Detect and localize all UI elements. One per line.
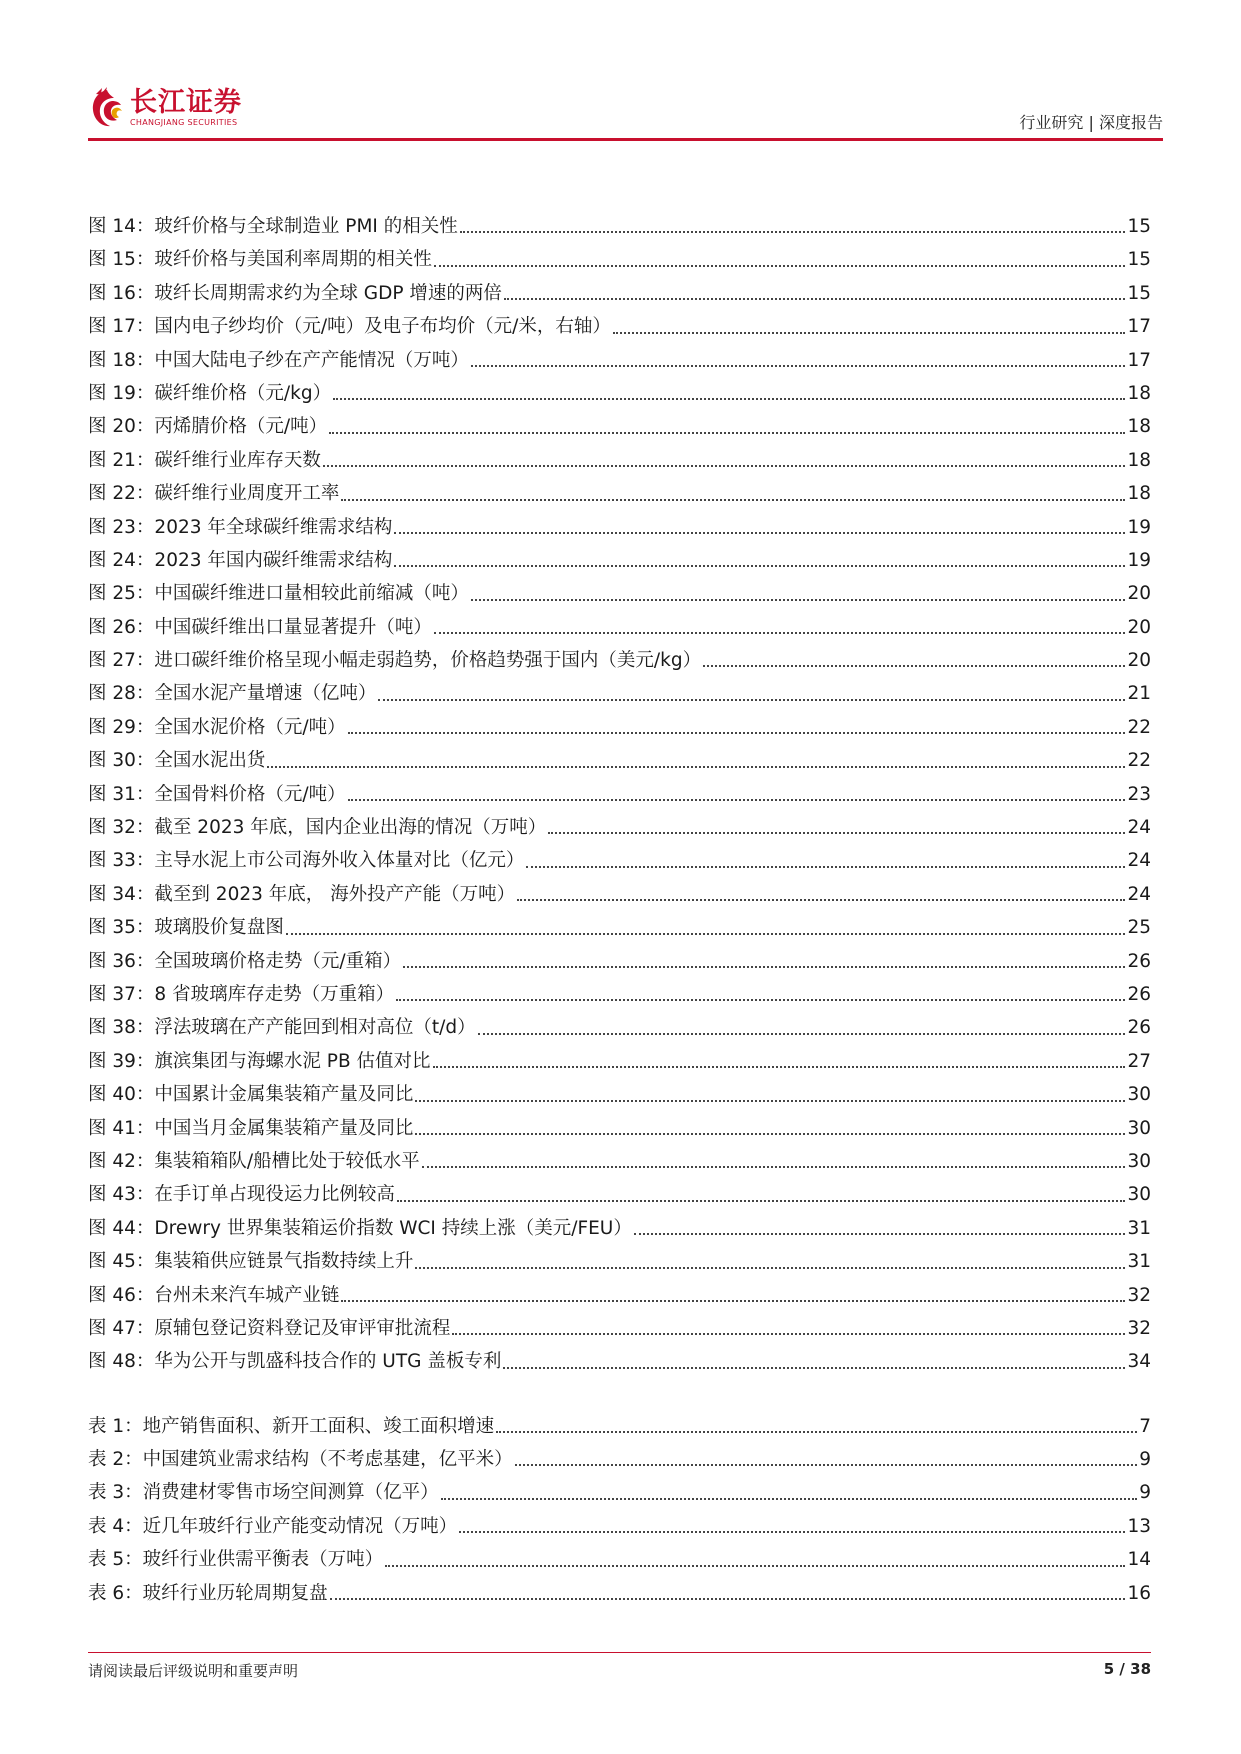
toc-entry-page: 9: [1139, 1482, 1151, 1504]
footer-disclaimer: 请阅读最后评级说明和重要声明: [88, 1662, 299, 1680]
toc-entry-page: 25: [1127, 917, 1151, 939]
dot-leader: [703, 664, 1125, 667]
toc-entry-prefix: 图 45：: [88, 1251, 155, 1273]
toc-entry[interactable]: [88, 1312, 1151, 1345]
dot-leader: [526, 865, 1125, 868]
toc-entry-title: 集装箱供应链景气指数持续上升: [154, 1251, 414, 1273]
toc-entry-page: 32: [1127, 1317, 1151, 1339]
dot-leader: [330, 1597, 1126, 1600]
toc-entry-title: 玻纤行业历轮周期复盘: [142, 1582, 328, 1604]
toc-entry-prefix: 图 24：: [88, 549, 155, 571]
logo-chinese-name: 长江证券: [130, 87, 242, 118]
toc-entry-page: 30: [1127, 1150, 1151, 1172]
toc-entry[interactable]: [88, 1011, 1151, 1044]
toc-entry-title: 玻纤长周期需求约为全球 GDP 增速的两倍: [154, 282, 502, 304]
toc-entry-page: 22: [1127, 716, 1151, 738]
report-category: 行业研究 | 深度报告: [1019, 113, 1163, 132]
toc-entry[interactable]: [88, 310, 1151, 343]
toc-entry-prefix: 图 41：: [88, 1117, 155, 1139]
toc-entry-prefix: 表 3：: [88, 1482, 143, 1504]
toc-entry-page: 30: [1127, 1184, 1151, 1206]
toc-entry-title: 中国碳纤维出口量显著提升（吨）: [154, 616, 432, 638]
toc-entry-page: 22: [1127, 750, 1151, 772]
toc-entry-title: 台州未来汽车城产业链: [154, 1284, 340, 1306]
toc-entry-title: 2023 年全球碳纤维需求结构: [154, 516, 393, 538]
toc-entry-title: 地产销售面积、新开工面积、竣工面积增速: [142, 1415, 495, 1437]
toc-entry-title: 碳纤维行业库存天数: [154, 449, 321, 471]
toc-entry-prefix: 图 15：: [88, 249, 155, 271]
toc-entry[interactable]: [88, 744, 1151, 777]
toc-entry-page: 15: [1127, 216, 1151, 237]
toc-entry[interactable]: [88, 210, 1151, 243]
dot-leader: [613, 331, 1126, 334]
toc-entry[interactable]: [88, 1410, 1151, 1443]
toc-entry-prefix: 图 46：: [88, 1284, 155, 1306]
toc-entry-prefix: 图 48：: [88, 1351, 155, 1373]
toc-entry[interactable]: [88, 1212, 1151, 1245]
toc-entry-prefix: 图 21：: [88, 449, 155, 471]
dot-leader: [422, 1165, 1126, 1168]
toc-entry-prefix: 图 30：: [88, 750, 155, 772]
toc-entry[interactable]: [88, 377, 1151, 410]
toc-entry-title: 全国玻璃价格走势（元/重箱）: [154, 950, 402, 972]
dot-leader: [503, 1366, 1125, 1369]
toc-entry-title: 旗滨集团与海螺水泥 PB 估值对比: [154, 1050, 431, 1072]
toc-entry-title: 进口碳纤维价格呈现小幅走弱趋势，价格趋势强于国内（美元/kg）: [154, 650, 702, 672]
toc-entry-prefix: 图 27：: [88, 650, 155, 672]
toc-entry-prefix: 图 36：: [88, 950, 155, 972]
toc-entry-page: 15: [1127, 282, 1151, 304]
toc-entry[interactable]: [88, 1145, 1151, 1178]
toc-entry-page: 31: [1127, 1217, 1151, 1239]
toc-entry[interactable]: [88, 878, 1151, 911]
dot-leader: [460, 230, 1126, 233]
toc-entry-title: 中国当月金属集装箱产量及同比: [154, 1117, 414, 1139]
toc-entry[interactable]: [88, 611, 1151, 644]
toc-entry-page: 24: [1127, 850, 1151, 872]
toc-entry-page: 19: [1127, 549, 1151, 571]
toc-entry-title: 全国水泥产量增速（亿吨）: [154, 683, 377, 705]
toc-entry-title: 中国大陆电子纱在产产能情况（万吨）: [154, 349, 469, 371]
toc-entry-prefix: 图 42：: [88, 1150, 155, 1172]
toc-entry[interactable]: [88, 677, 1151, 710]
toc-entry-page: 18: [1127, 416, 1151, 438]
toc-entry[interactable]: [88, 1577, 1151, 1610]
toc-entry-page: 23: [1127, 783, 1151, 805]
toc-entry-title: 丙烯腈价格（元/吨）: [154, 416, 328, 438]
toc-entry-page: 24: [1127, 883, 1151, 905]
toc-entry[interactable]: [88, 1112, 1151, 1145]
toc-entry-prefix: 图 18：: [88, 349, 155, 371]
toc-entry-title: 近几年玻纤行业产能变动情况（万吨）: [142, 1515, 458, 1537]
dot-leader: [452, 1332, 1125, 1335]
toc-entry-prefix: 表 5：: [88, 1549, 143, 1571]
toc-entry-title: 玻纤行业供需平衡表（万吨）: [142, 1549, 384, 1571]
toc-entry-prefix: 图 32：: [88, 817, 155, 839]
toc-entry-title: 全国骨料价格（元/吨）: [154, 783, 346, 805]
dot-leader: [459, 1530, 1125, 1533]
toc-entry[interactable]: [88, 644, 1151, 677]
dot-leader: [341, 1299, 1125, 1302]
dot-leader: [434, 631, 1126, 634]
toc-entry-page: 32: [1127, 1284, 1151, 1306]
toc-entry-prefix: 图 29：: [88, 716, 155, 738]
dot-leader: [397, 1199, 1126, 1202]
dot-leader: [517, 898, 1125, 901]
toc-entry[interactable]: [88, 945, 1151, 978]
toc-entry[interactable]: [88, 577, 1151, 610]
company-logo: [88, 86, 242, 130]
dot-leader: [403, 965, 1125, 968]
toc-entry[interactable]: [88, 711, 1151, 744]
toc-entry-prefix: 图 43：: [88, 1184, 155, 1206]
toc-entry-title: 中国碳纤维进口量相较此前缩减（吨）: [154, 583, 469, 605]
toc-entry[interactable]: [88, 1078, 1151, 1111]
dot-leader: [415, 1266, 1125, 1269]
toc-entry[interactable]: [88, 1543, 1151, 1576]
toc-entry-page: 20: [1127, 650, 1151, 672]
toc-entry[interactable]: [88, 811, 1151, 844]
toc-entry-page: 20: [1127, 616, 1151, 638]
dot-leader: [323, 464, 1126, 467]
toc-entry-title: 玻纤价格与全球制造业 PMI 的相关性: [154, 216, 458, 237]
toc-entry-title: 碳纤维行业周度开工率: [154, 483, 340, 505]
toc-entry-title: 全国水泥价格（元/吨）: [154, 716, 346, 738]
toc-entry-page: 30: [1127, 1084, 1151, 1106]
dot-leader: [394, 564, 1125, 567]
toc-entry-prefix: 图 40：: [88, 1084, 155, 1106]
toc-entry-prefix: 图 28：: [88, 683, 155, 705]
logo-english-name: CHANGJIANG SECURITIES: [130, 118, 238, 127]
toc-entry-prefix: 表 6：: [88, 1582, 143, 1604]
toc-entry-title: 浮法玻璃在产产能回到相对高位（t/d）: [154, 1017, 476, 1039]
figure-list: [88, 210, 1151, 1379]
toc-entry-title: 消费建材零售市场空间测算（亿平）: [142, 1482, 439, 1504]
toc-entry[interactable]: [88, 1245, 1151, 1278]
toc-entry-page: 18: [1127, 449, 1151, 471]
toc-entry[interactable]: [88, 477, 1151, 510]
dot-leader: [267, 765, 1125, 768]
toc-entry-prefix: 表 1：: [88, 1415, 143, 1437]
dot-leader: [496, 1430, 1137, 1433]
dot-leader: [341, 498, 1125, 501]
dot-leader: [433, 1065, 1126, 1068]
toc-entry-title: Drewry 世界集装箱运价指数 WCI 持续上涨（美元/FEU）: [154, 1217, 632, 1239]
toc-entry-title: 截至到 2023 年底， 海外投产产能（万吨）: [154, 883, 516, 905]
toc-entry[interactable]: [88, 1510, 1151, 1543]
dot-leader: [286, 932, 1126, 935]
toc-entry-title: 截至 2023 年底，国内企业出海的情况（万吨）: [154, 817, 547, 839]
table-list: [88, 1410, 1151, 1610]
toc-entry[interactable]: [88, 911, 1151, 944]
toc-entry-prefix: 图 35：: [88, 917, 155, 939]
toc-entry-page: 17: [1127, 316, 1151, 338]
dot-leader: [471, 364, 1126, 367]
page-number: 5 / 38: [1103, 1660, 1151, 1678]
toc-entry-title: 8 省玻璃库存走势（万重箱）: [154, 983, 395, 1005]
toc-entry[interactable]: [88, 844, 1151, 877]
toc-entry[interactable]: [88, 778, 1151, 811]
dot-leader: [471, 598, 1126, 601]
dot-leader: [504, 297, 1126, 300]
toc-entry-prefix: 图 23：: [88, 516, 155, 538]
list-spacer: [88, 1379, 1151, 1410]
toc-entry[interactable]: [88, 1476, 1151, 1509]
toc-entry-prefix: 图 17：: [88, 316, 155, 338]
dot-leader: [348, 731, 1126, 734]
toc-entry[interactable]: [88, 511, 1151, 544]
toc-entry-page: 19: [1127, 516, 1151, 538]
toc-entry-prefix: 图 26：: [88, 616, 155, 638]
footer-divider: [88, 1652, 1151, 1653]
toc-entry-page: 16: [1127, 1582, 1151, 1604]
toc-entry-page: 15: [1127, 249, 1151, 271]
toc-entry-title: 中国建筑业需求结构（不考虑基建，亿平米）: [142, 1449, 513, 1471]
page-header: [88, 82, 1163, 142]
toc-entry[interactable]: [88, 1045, 1151, 1078]
toc-entry-prefix: 图 47：: [88, 1317, 155, 1339]
toc-entry-page: 26: [1127, 950, 1151, 972]
toc-entry[interactable]: [88, 1345, 1151, 1378]
toc-entry-title: 玻纤价格与美国利率周期的相关性: [154, 249, 432, 271]
toc-entry-page: 27: [1127, 1050, 1151, 1072]
toc-entry-prefix: 图 20：: [88, 416, 155, 438]
dot-leader: [396, 998, 1125, 1001]
toc-entry-prefix: 图 39：: [88, 1050, 155, 1072]
toc-entry-page: 7: [1139, 1415, 1151, 1437]
toc-entry-prefix: 图 31：: [88, 783, 155, 805]
toc-entry-title: 玻璃股价复盘图: [154, 917, 284, 939]
toc-entry[interactable]: [88, 344, 1151, 377]
toc-entry-title: 华为公开与凯盛科技合作的 UTG 盖板专利: [154, 1351, 502, 1373]
toc-entry-prefix: 图 33：: [88, 850, 155, 872]
toc-entry-page: 17: [1127, 349, 1151, 371]
header-divider: [88, 138, 1163, 141]
toc-entry-prefix: 图 44：: [88, 1217, 155, 1239]
toc-entry-page: 21: [1127, 683, 1151, 705]
toc-entry-prefix: 图 38：: [88, 1017, 155, 1039]
toc-entry-page: 30: [1127, 1117, 1151, 1139]
toc-entry-page: 20: [1127, 583, 1151, 605]
toc-entry[interactable]: [88, 1443, 1151, 1476]
toc-entry-title: 国内电子纱均价（元/吨）及电子布均价（元/米，右轴）: [154, 316, 611, 338]
toc-entry-title: 在手订单占现役运力比例较高: [154, 1184, 395, 1206]
toc-entry-page: 9: [1139, 1449, 1151, 1471]
toc-entry-page: 18: [1127, 483, 1151, 505]
toc-entry-title: 碳纤维价格（元/kg）: [154, 382, 332, 404]
toc-entry-page: 13: [1127, 1515, 1151, 1537]
toc-entry-prefix: 图 14：: [88, 216, 155, 237]
toc-entry-page: 31: [1127, 1251, 1151, 1273]
toc-entry-prefix: 图 22：: [88, 483, 155, 505]
table-of-contents: [88, 210, 1151, 1610]
dot-leader: [329, 431, 1125, 434]
toc-entry-page: 24: [1127, 817, 1151, 839]
toc-entry[interactable]: [88, 1178, 1151, 1211]
dot-leader: [385, 1564, 1125, 1567]
toc-entry[interactable]: [88, 544, 1151, 577]
toc-entry-page: 26: [1127, 983, 1151, 1005]
toc-entry[interactable]: [88, 277, 1151, 310]
toc-entry[interactable]: [88, 243, 1151, 276]
dot-leader: [378, 698, 1125, 701]
dot-leader: [434, 264, 1126, 267]
dot-leader: [548, 831, 1125, 834]
toc-entry-page: 18: [1127, 382, 1151, 404]
toc-entry[interactable]: [88, 978, 1151, 1011]
toc-entry[interactable]: [88, 444, 1151, 477]
toc-entry-title: 2023 年国内碳纤维需求结构: [154, 549, 393, 571]
dot-leader: [415, 1099, 1125, 1102]
dot-leader: [634, 1232, 1126, 1235]
dot-leader: [394, 531, 1125, 534]
toc-entry-prefix: 图 25：: [88, 583, 155, 605]
toc-entry-prefix: 图 37：: [88, 983, 155, 1005]
toc-entry-prefix: 图 34：: [88, 883, 155, 905]
toc-entry-title: 原辅包登记资料登记及审评审批流程: [154, 1317, 451, 1339]
dot-leader: [478, 1032, 1126, 1035]
dot-leader: [333, 397, 1125, 400]
toc-entry-prefix: 表 4：: [88, 1515, 143, 1537]
toc-entry-page: 34: [1127, 1351, 1151, 1373]
toc-entry-title: 主导水泥上市公司海外收入体量对比（亿元）: [154, 850, 525, 872]
dot-leader: [441, 1497, 1138, 1500]
toc-entry-title: 集装箱箱队/船槽比处于较低水平: [154, 1150, 420, 1172]
toc-entry-prefix: 表 2：: [88, 1449, 143, 1471]
toc-entry-page: 26: [1127, 1017, 1151, 1039]
toc-entry[interactable]: [88, 1279, 1151, 1312]
dot-leader: [415, 1132, 1125, 1135]
phoenix-logo-icon: [88, 86, 126, 130]
dot-leader: [348, 798, 1126, 801]
toc-entry-prefix: 图 16：: [88, 282, 155, 304]
toc-entry-title: 全国水泥出货: [154, 750, 266, 772]
toc-entry-prefix: 图 19：: [88, 382, 155, 404]
dot-leader: [515, 1463, 1138, 1466]
toc-entry[interactable]: [88, 410, 1151, 443]
toc-entry-page: 14: [1127, 1549, 1151, 1571]
toc-entry-title: 中国累计金属集装箱产量及同比: [154, 1084, 414, 1106]
